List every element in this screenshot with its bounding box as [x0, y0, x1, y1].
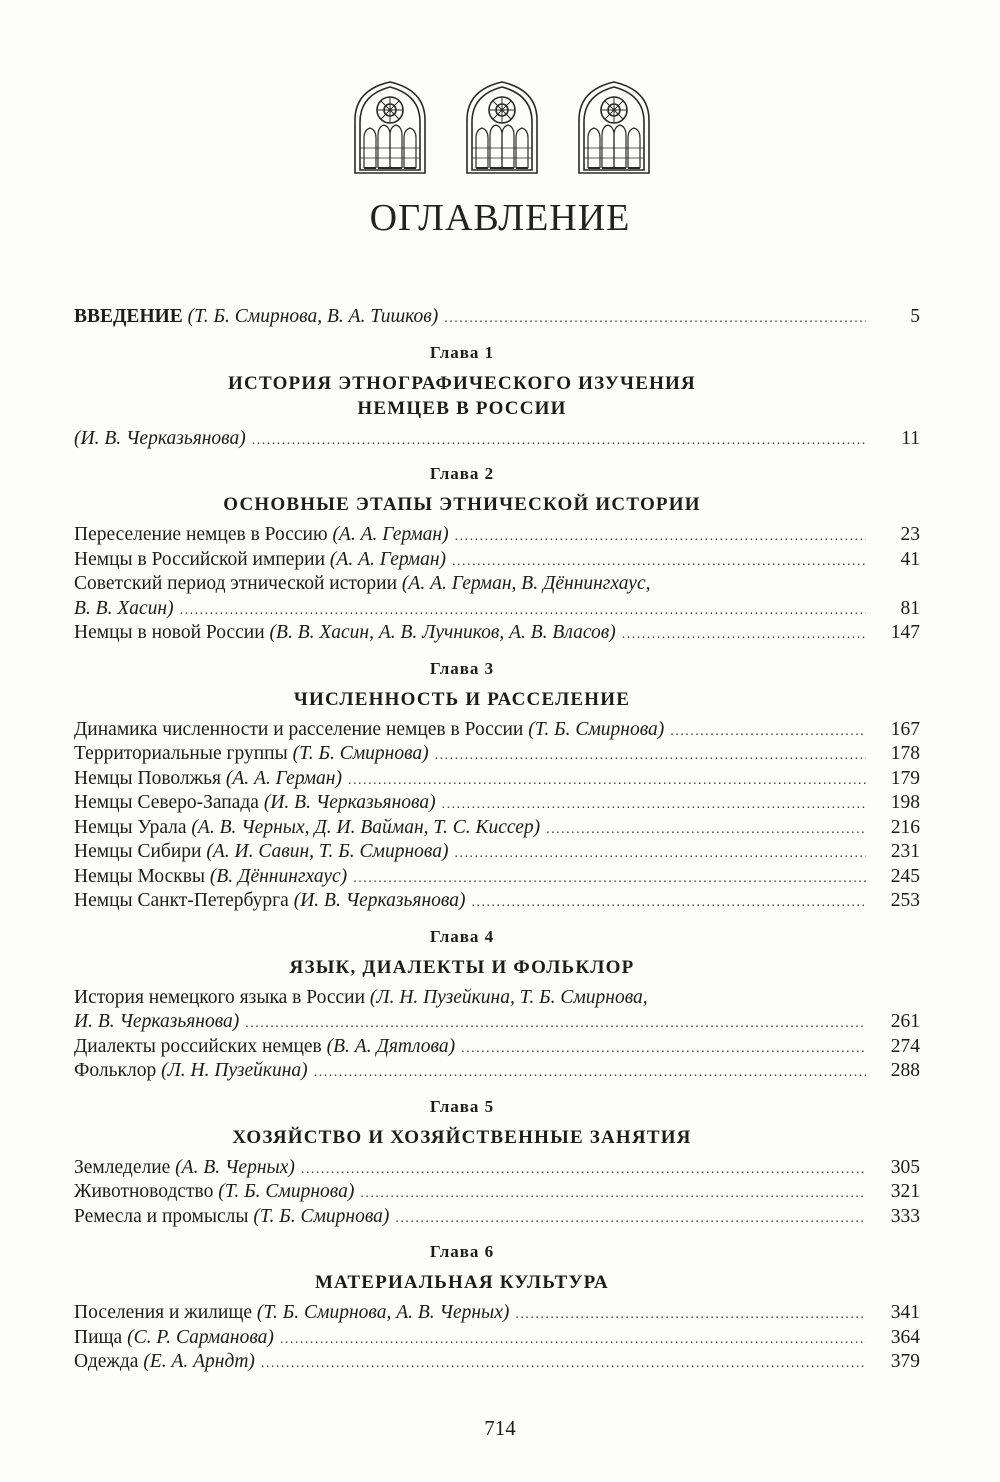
entry-author: (Е. А. Арндт)	[143, 1351, 255, 1372]
toc-entry[interactable]	[74, 889, 920, 914]
dot-leader	[360, 1182, 866, 1206]
entry-page: 341	[890, 1302, 920, 1323]
dot-leader	[252, 429, 866, 453]
toc-entry[interactable]	[74, 1035, 920, 1060]
chapter-title-line: МАТЕРИАЛЬНАЯ КУЛЬТУРА	[315, 1272, 609, 1293]
entry-text-wrap	[74, 548, 446, 572]
chapter-title-line: ХОЗЯЙСТВО И ХОЗЯЙСТВЕННЫЕ ЗАНЯТИЯ	[232, 1126, 692, 1148]
entry-page: 379	[890, 1351, 920, 1372]
chapter-title-line: НЕМЦЕВ В РОССИИ	[357, 397, 567, 419]
chapter-title	[74, 492, 850, 517]
dot-leader	[622, 623, 866, 647]
entry-text: Немцы Санкт-Петербурга	[74, 890, 289, 911]
entry-text: Немцы Северо-Запада	[74, 792, 259, 813]
toc-entry[interactable]	[74, 1301, 920, 1326]
dot-leader	[353, 867, 866, 891]
toc-entry[interactable]	[74, 597, 920, 622]
entry-page: 167	[890, 718, 920, 740]
entry-author: (Т. Б. Смирнова)	[292, 743, 429, 764]
toc-entry[interactable]	[74, 1156, 920, 1181]
entry-text-wrap	[74, 1350, 255, 1374]
chapter-title	[74, 371, 850, 421]
entry-author: (А. И. Савин, Т. Б. Смирнова)	[206, 841, 449, 862]
entry-page: 288	[890, 1060, 920, 1081]
chapter-title-line: ЯЗЫК, ДИАЛЕКТЫ И ФОЛЬКЛОР	[289, 956, 635, 978]
entry-author: (А. А. Герман, В. Дённингхаус,	[401, 573, 651, 594]
toc-entry-line[interactable]	[74, 572, 920, 597]
entry-text: Советский период этнической истории	[74, 573, 398, 594]
entry-text: Немцы в Российской империи	[74, 548, 326, 570]
entry-author: (С. Р. Сарманова)	[127, 1326, 274, 1348]
entry-author: (Т. Б. Смирнова, А. В. Черных)	[256, 1302, 510, 1323]
toc-entry[interactable]	[74, 1010, 920, 1035]
entry-page: 321	[890, 1181, 920, 1202]
entry-text: Поселения и жилище	[74, 1302, 253, 1323]
page-number: 714	[484, 1416, 516, 1440]
chapter-label: Глава 4	[429, 926, 495, 946]
entry-page: 81	[900, 597, 920, 619]
dot-leader	[515, 1303, 866, 1327]
entry-page: 11	[901, 427, 920, 449]
entry-text-wrap	[74, 1326, 274, 1350]
toc-entry[interactable]	[74, 523, 920, 548]
chapter-title	[74, 687, 850, 712]
toc-entry[interactable]	[74, 1205, 920, 1230]
entry-author: (А. А. Герман)	[329, 548, 447, 570]
chapter-label: Глава 2	[429, 464, 495, 483]
chapter-title-line: ОСНОВНЫЕ ЭТАПЫ ЭТНИЧЕСКОЙ ИСТОРИИ	[223, 494, 701, 515]
entry-text-wrap	[74, 523, 449, 547]
entry-text: Ремесла и промыслы	[74, 1205, 249, 1227]
entry-author: (И. В. Черказьянова)	[263, 792, 436, 813]
entry-text-wrap	[74, 865, 347, 889]
entry-text-wrap	[74, 427, 246, 451]
entry-author: (И. В. Черказьянова)	[74, 427, 246, 449]
chapter-title	[74, 955, 850, 980]
dot-leader	[348, 769, 866, 793]
entry-text: Немцы Урала	[74, 816, 187, 838]
entry-text-wrap	[74, 621, 616, 645]
entry-text-wrap	[74, 791, 436, 815]
dot-leader	[245, 1012, 866, 1036]
entry-page: 147	[890, 622, 920, 643]
dot-leader	[461, 1037, 866, 1061]
dot-leader	[301, 1158, 866, 1182]
dot-leader	[670, 720, 866, 744]
entry-text-wrap	[74, 816, 540, 840]
entry-text-wrap	[74, 1035, 455, 1059]
entry-text: Диалекты российских немцев	[74, 1035, 322, 1057]
entry-author: (Т. Б. Смирнова)	[253, 1205, 390, 1227]
intro-label: ВВЕДЕНИЕ	[74, 306, 183, 327]
table-of-contents	[74, 305, 920, 1375]
chapter-title-line: ИСТОРИЯ ЭТНОГРАФИЧЕСКОГО ИЗУЧЕНИЯ	[228, 372, 696, 394]
toc-entry[interactable]	[74, 1180, 920, 1205]
entry-text-wrap	[74, 889, 465, 913]
toc-entry[interactable]	[74, 840, 920, 865]
entry-text: История немецкого языка в России	[74, 986, 366, 1008]
toc-entry[interactable]	[74, 427, 920, 452]
entry-text: Пища	[74, 1326, 123, 1348]
entry-text-wrap	[74, 1156, 295, 1180]
entry-author: (Л. Н. Пузейкина)	[161, 1060, 308, 1081]
entry-text: Фольклор	[74, 1060, 157, 1081]
toc-entry[interactable]	[74, 718, 920, 743]
entry-page: 231	[890, 841, 920, 862]
entry-text-wrap	[74, 718, 664, 742]
toc-entry[interactable]	[74, 621, 920, 646]
entry-page: 5	[910, 306, 920, 327]
toc-entry[interactable]	[74, 865, 920, 890]
dot-leader	[444, 307, 866, 331]
dot-leader	[261, 1352, 866, 1376]
dot-leader	[454, 842, 866, 866]
toc-entry[interactable]	[74, 1350, 920, 1375]
chapter-title-line: ЧИСЛЕННОСТЬ И РАССЕЛЕНИЕ	[293, 688, 631, 710]
entry-text: Животноводство	[74, 1181, 214, 1202]
entry-text-wrap	[74, 1180, 354, 1204]
entry-author: (А. А. Герман)	[225, 767, 342, 789]
entry-text-wrap	[74, 742, 429, 766]
chapter-label: Глава 3	[429, 658, 495, 678]
toc-entry-line[interactable]	[74, 986, 920, 1011]
entry-author-cont: И. В. Черказьянова)	[74, 1011, 240, 1032]
entry-text: Немцы Сибири	[74, 841, 202, 862]
entry-text-wrap	[74, 840, 448, 864]
entry-page: 178	[890, 743, 920, 764]
entry-page: 333	[890, 1205, 920, 1227]
toc-entry[interactable]	[74, 1326, 920, 1351]
entry-page: 253	[890, 890, 920, 911]
entry-text: Переселение немцев в Россию	[74, 524, 328, 545]
dot-leader	[455, 525, 866, 549]
chapter-title	[74, 1125, 850, 1150]
entry-author: (А. В. Черных, Д. И. Вайман, Т. С. Киссер)	[191, 816, 541, 838]
entry-text: Немцы Поволжья	[74, 767, 221, 789]
entry-page: 245	[890, 865, 920, 887]
entry-page: 179	[890, 767, 920, 789]
toc-entry[interactable]	[74, 1059, 920, 1084]
gothic-windows-ornament	[350, 80, 650, 175]
dot-leader	[442, 793, 866, 817]
page-title: ОГЛАВЛЕНИЕ	[369, 197, 631, 239]
entry-page: 305	[890, 1156, 920, 1178]
entry-text: Немцы Москвы	[74, 865, 206, 887]
chapter-label: Глава 5	[429, 1096, 495, 1116]
entry-author-cont: В. В. Хасин)	[74, 597, 174, 619]
entry-text-wrap	[74, 1059, 308, 1083]
entry-author: (Т. Б. Смирнова, В. А. Тишков)	[187, 306, 439, 327]
toc-entry[interactable]	[74, 791, 920, 816]
entry-page: 41	[900, 548, 920, 570]
dot-leader	[471, 891, 866, 915]
dot-leader	[314, 1061, 866, 1085]
entry-author: (Т. Б. Смирнова)	[218, 1181, 355, 1202]
toc-entry[interactable]	[74, 816, 920, 841]
entry-text-wrap	[74, 597, 174, 621]
toc-entry[interactable]	[74, 742, 920, 767]
chapter-label: Глава 1	[429, 342, 495, 362]
toc-entry[interactable]	[74, 767, 920, 792]
entry-text: Динамика численности и расселение немцев в России	[74, 718, 524, 740]
dot-leader	[280, 1328, 866, 1352]
entry-text-wrap	[74, 1301, 509, 1325]
toc-entry[interactable]	[74, 548, 920, 573]
entry-text-wrap	[74, 1010, 239, 1034]
entry-text: Одежда	[74, 1351, 139, 1372]
toc-entry-intro[interactable]	[74, 305, 920, 330]
entry-text: Немцы в новой России	[74, 622, 265, 643]
dot-leader	[395, 1207, 866, 1231]
entry-text: Земледелие	[74, 1156, 171, 1178]
chapter-title	[74, 1270, 850, 1295]
entry-author: (В. В. Хасин, А. В. Лучников, А. В. Власов)	[269, 622, 616, 643]
entry-page: 364	[890, 1326, 920, 1348]
entry-author: (Л. Н. Пузейкина, Т. Б. Смирнова,	[369, 986, 648, 1008]
entry-page: 216	[890, 816, 920, 838]
dot-leader	[452, 550, 866, 574]
chapter-label: Глава 6	[429, 1242, 495, 1261]
entry-author: (В. Дённингхаус)	[209, 865, 348, 887]
entry-page: 23	[900, 524, 920, 545]
entry-author: (Т. Б. Смирнова)	[528, 718, 665, 740]
entry-author: (И. В. Черказьянова)	[293, 890, 466, 911]
entry-text: Территориальные группы	[74, 743, 288, 764]
entry-page: 274	[890, 1035, 920, 1057]
entry-author: (В. А. Дятлова)	[326, 1035, 456, 1057]
entry-text-wrap	[74, 767, 342, 791]
dot-leader	[546, 818, 866, 842]
entry-page: 198	[890, 792, 920, 813]
entry-author: (А. А. Герман)	[332, 524, 449, 545]
dot-leader	[180, 599, 866, 623]
entry-author: (А. В. Черных)	[175, 1156, 295, 1178]
entry-text-wrap	[74, 1205, 389, 1229]
entry-page: 261	[890, 1011, 920, 1032]
dot-leader	[435, 744, 866, 768]
